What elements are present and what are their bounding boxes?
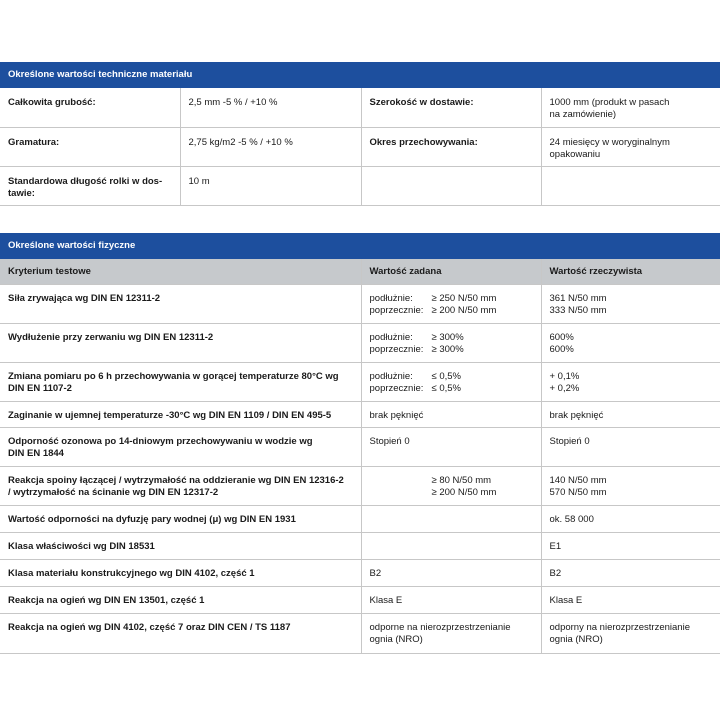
table-row <box>0 428 720 467</box>
target-value-cell <box>361 614 541 654</box>
target-value-cell <box>361 324 541 363</box>
actual-value-cell: E1 <box>541 533 720 560</box>
header-actual-value: Wartość rzeczywista <box>541 259 720 285</box>
header-criterion: Kryterium testowe <box>0 259 361 285</box>
target-value-cell <box>361 402 541 428</box>
actual-value-cell: B2 <box>541 560 720 587</box>
actual-value-cell: + 0,1% + 0,2% <box>541 363 720 402</box>
label-grammage: Gramatura: <box>0 127 180 166</box>
empty-cell <box>541 166 720 205</box>
value-storage-period: 24 miesięcy w woryginalnym opakowaniu <box>541 127 720 166</box>
criterion-cell: Wartość odporności na dyfuzję pary wodnej (μ) wg DIN EN 1931 <box>0 506 361 533</box>
value-total-thickness: 2,5 mm -5 % / +10 % <box>180 88 361 127</box>
actual-value-cell: 140 N/50 mm 570 N/50 mm <box>541 467 720 506</box>
target-threshold: ≥ 80 N/50 mm ≥ 200 N/50 mm <box>431 475 497 498</box>
target-value-cell <box>361 506 541 533</box>
target-threshold: ≥ 300% ≥ 300% <box>431 332 464 355</box>
target-direction: podłużnie: poprzecznie: <box>369 371 424 394</box>
target-direction: Stopień 0 <box>369 436 410 447</box>
value-roll-length: 10 m <box>180 166 361 205</box>
table-row <box>0 363 720 402</box>
table-row <box>0 587 720 614</box>
target-value-cell <box>361 533 541 560</box>
table-row <box>0 324 720 363</box>
physical-values-table <box>0 259 720 654</box>
table-header-row <box>0 259 720 285</box>
actual-value-cell: Klasa E <box>541 587 720 614</box>
table-row <box>0 285 720 324</box>
criterion-cell: Wydłużenie przy zerwaniu wg DIN EN 12311-2 <box>0 324 361 363</box>
table-row <box>0 560 720 587</box>
technical-values-title: Określone wartości techniczne materiału <box>0 62 720 88</box>
target-direction: Klasa E <box>369 595 403 606</box>
physical-values-section <box>0 233 720 654</box>
label-roll-length: Standardowa długość rolki w dos- tawie: <box>0 166 180 205</box>
technical-values-section <box>0 62 720 206</box>
label-storage-period: Okres przechowywania: <box>361 127 541 166</box>
actual-value-cell: Stopień 0 <box>541 428 720 467</box>
value-delivery-width: 1000 mm (produkt w pasach na zamówienie) <box>541 88 720 127</box>
technical-values-table <box>0 88 720 206</box>
target-value-cell <box>361 428 541 467</box>
target-direction: podłużnie: poprzecznie: <box>369 332 424 355</box>
header-target-value: Wartość zadana <box>361 259 541 285</box>
table-row <box>0 166 720 205</box>
table-row <box>0 402 720 428</box>
target-direction: B2 <box>369 568 382 579</box>
criterion-cell: Klasa materiału konstrukcyjnego wg DIN 4102, część 1 <box>0 560 361 587</box>
target-threshold: ≤ 0,5% ≤ 0,5% <box>431 371 462 394</box>
criterion-cell: Klasa właściwości wg DIN 18531 <box>0 533 361 560</box>
actual-value-cell: brak pęknięć <box>541 402 720 428</box>
criterion-cell: Reakcja spoiny łączącej / wytrzymałość na oddzieranie wg DIN EN 12316-2 / wytrzymałość na ścinanie wg DIN EN 12317-2 <box>0 467 361 506</box>
table-row <box>0 506 720 533</box>
value-grammage: 2,75 kg/m2 -5 % / +10 % <box>180 127 361 166</box>
criterion-cell: Odporność ozonowa po 14-dniowym przechowywaniu w wodzie wg DIN EN 1844 <box>0 428 361 467</box>
label-total-thickness: Całkowita grubość: <box>0 88 180 127</box>
table-row <box>0 614 720 654</box>
table-row <box>0 127 720 166</box>
table-row <box>0 533 720 560</box>
criterion-cell: Zmiana pomiaru po 6 h przechowywania w gorącej temperaturze 80°C wg DIN EN 1107-2 <box>0 363 361 402</box>
table-row <box>0 467 720 506</box>
target-value-cell <box>361 467 541 506</box>
target-value-cell <box>361 285 541 324</box>
empty-cell <box>361 166 541 205</box>
criterion-cell: Zaginanie w ujemnej temperaturze -30°C wg DIN EN 1109 / DIN EN 495-5 <box>0 402 361 428</box>
actual-value-cell: 361 N/50 mm 333 N/50 mm <box>541 285 720 324</box>
target-value-cell <box>361 587 541 614</box>
criterion-cell: Siła zrywająca wg DIN EN 12311-2 <box>0 285 361 324</box>
target-threshold: ≥ 250 N/50 mm ≥ 200 N/50 mm <box>431 293 497 316</box>
physical-values-title: Określone wartości fizyczne <box>0 233 720 259</box>
target-value-cell <box>361 363 541 402</box>
table-row <box>0 88 720 127</box>
target-value-cell <box>361 560 541 587</box>
criterion-cell: Reakcja na ogień wg DIN EN 13501, część 1 <box>0 587 361 614</box>
target-direction: brak pęknięć <box>369 410 424 421</box>
target-direction: odporne na nierozprzestrzenianie ognia (NRO) <box>369 622 511 645</box>
actual-value-cell: 600% 600% <box>541 324 720 363</box>
actual-value-cell: ok. 58 000 <box>541 506 720 533</box>
actual-value-cell: odporny na nierozprzestrzenianie ognia (NRO) <box>541 614 720 654</box>
target-direction: podłużnie: poprzecznie: <box>369 293 424 316</box>
label-delivery-width: Szerokość w dostawie: <box>361 88 541 127</box>
criterion-cell: Reakcja na ogień wg DIN 4102, część 7 oraz DIN CEN / TS 1187 <box>0 614 361 654</box>
